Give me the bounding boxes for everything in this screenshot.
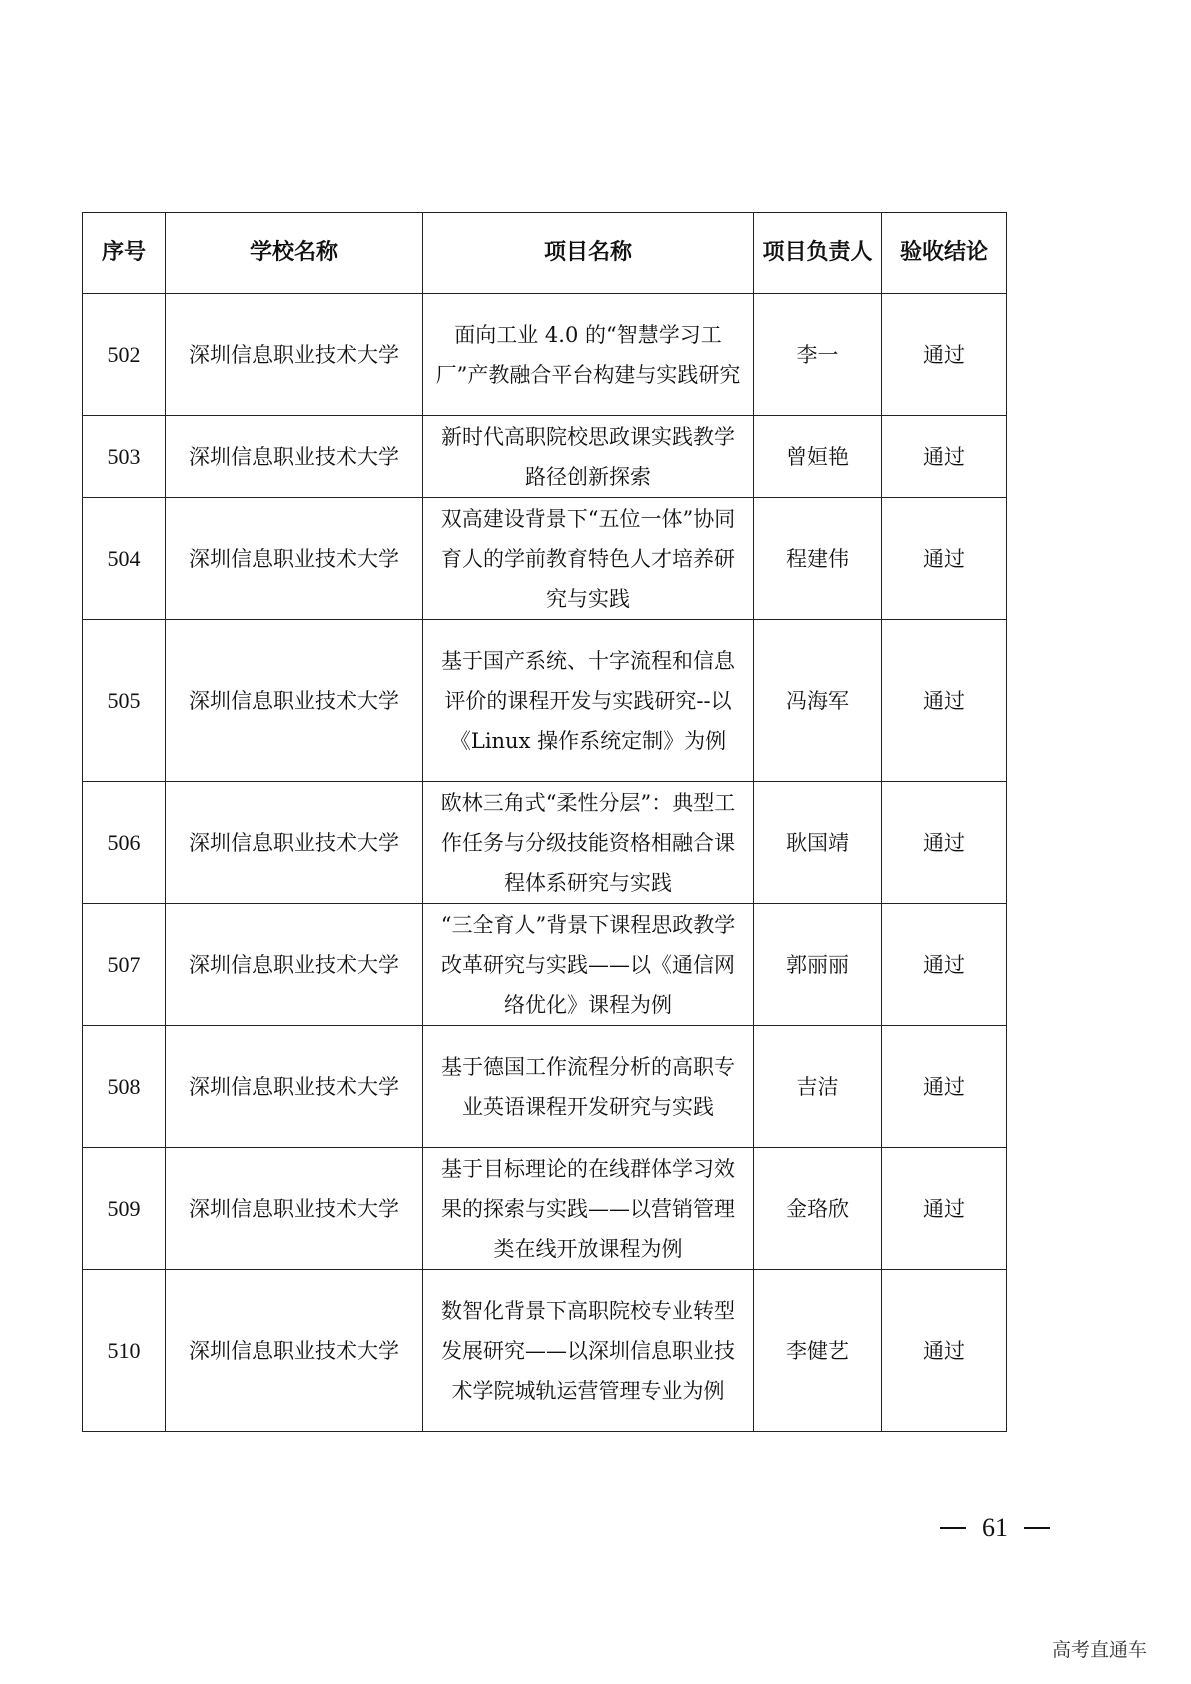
row-school: 深圳信息职业技术大学 — [166, 904, 423, 1026]
row-leader: 金珞欣 — [754, 1148, 882, 1270]
row-id: 504 — [83, 498, 166, 620]
header-id: 序号 — [83, 213, 166, 294]
row-project: 双高建设背景下“五位一体”协同育人的学前教育特色人才培养研究与实践 — [423, 498, 754, 620]
row-school: 深圳信息职业技术大学 — [166, 1026, 423, 1148]
row-project: 欧林三角式“柔性分层”：典型工作任务与分级技能资格相融合课程体系研究与实践 — [423, 782, 754, 904]
row-result: 通过 — [882, 498, 1007, 620]
dash-left — [940, 1527, 966, 1529]
table-header-row — [83, 213, 1007, 294]
table-row — [83, 782, 1007, 904]
table-row — [83, 1270, 1007, 1432]
table-row — [83, 1148, 1007, 1270]
row-leader: 冯海军 — [754, 620, 882, 782]
row-leader: 耿国靖 — [754, 782, 882, 904]
row-project: “三全育人”背景下课程思政教学改革研究与实践——以《通信网络优化》课程为例 — [423, 904, 754, 1026]
row-id: 510 — [83, 1270, 166, 1432]
row-school: 深圳信息职业技术大学 — [166, 782, 423, 904]
row-result: 通过 — [882, 1026, 1007, 1148]
row-id: 503 — [83, 416, 166, 498]
table-row — [83, 294, 1007, 416]
watermark-text: 高考直通车 — [1052, 1639, 1148, 1661]
header-leader: 项目负责人 — [754, 213, 882, 294]
header-school: 学校名称 — [166, 213, 423, 294]
row-project: 基于目标理论的在线群体学习效果的探索与实践——以营销管理类在线开放课程为例 — [423, 1148, 754, 1270]
page-number-text: 61 — [982, 1513, 1008, 1542]
row-project: 基于国产系统、十字流程和信息评价的课程开发与实践研究--以《Linux 操作系统定制》为例 — [423, 620, 754, 782]
row-school: 深圳信息职业技术大学 — [166, 416, 423, 498]
dash-right — [1024, 1527, 1050, 1529]
row-result: 通过 — [882, 1270, 1007, 1432]
row-id: 509 — [83, 1148, 166, 1270]
row-result: 通过 — [882, 904, 1007, 1026]
row-result: 通过 — [882, 1148, 1007, 1270]
row-school: 深圳信息职业技术大学 — [166, 294, 423, 416]
table-row — [83, 1026, 1007, 1148]
table-row — [83, 416, 1007, 498]
row-leader: 曾姮艳 — [754, 416, 882, 498]
row-leader: 吉洁 — [754, 1026, 882, 1148]
row-school: 深圳信息职业技术大学 — [166, 1270, 423, 1432]
row-id: 508 — [83, 1026, 166, 1148]
row-id: 507 — [83, 904, 166, 1026]
row-project: 基于德国工作流程分析的高职专业英语课程开发研究与实践 — [423, 1026, 754, 1148]
project-acceptance-table — [82, 212, 1007, 1432]
table-row — [83, 498, 1007, 620]
row-id: 506 — [83, 782, 166, 904]
row-school: 深圳信息职业技术大学 — [166, 1148, 423, 1270]
table-row — [83, 620, 1007, 782]
row-result: 通过 — [882, 416, 1007, 498]
row-school: 深圳信息职业技术大学 — [166, 620, 423, 782]
page-number — [940, 1508, 1050, 1548]
row-id: 505 — [83, 620, 166, 782]
table-row — [83, 904, 1007, 1026]
row-leader: 程建伟 — [754, 498, 882, 620]
row-result: 通过 — [882, 294, 1007, 416]
header-project: 项目名称 — [423, 213, 754, 294]
row-id: 502 — [83, 294, 166, 416]
row-leader: 李一 — [754, 294, 882, 416]
row-leader: 郭丽丽 — [754, 904, 882, 1026]
row-school: 深圳信息职业技术大学 — [166, 498, 423, 620]
row-project: 新时代高职院校思政课实践教学路径创新探索 — [423, 416, 754, 498]
row-result: 通过 — [882, 782, 1007, 904]
row-project: 面向工业 4.0 的“智慧学习工厂”产教融合平台构建与实践研究 — [423, 294, 754, 416]
header-result: 验收结论 — [882, 213, 1007, 294]
row-leader: 李健艺 — [754, 1270, 882, 1432]
row-project: 数智化背景下高职院校专业转型发展研究——以深圳信息职业技术学院城轨运营管理专业为例 — [423, 1270, 754, 1432]
row-result: 通过 — [882, 620, 1007, 782]
